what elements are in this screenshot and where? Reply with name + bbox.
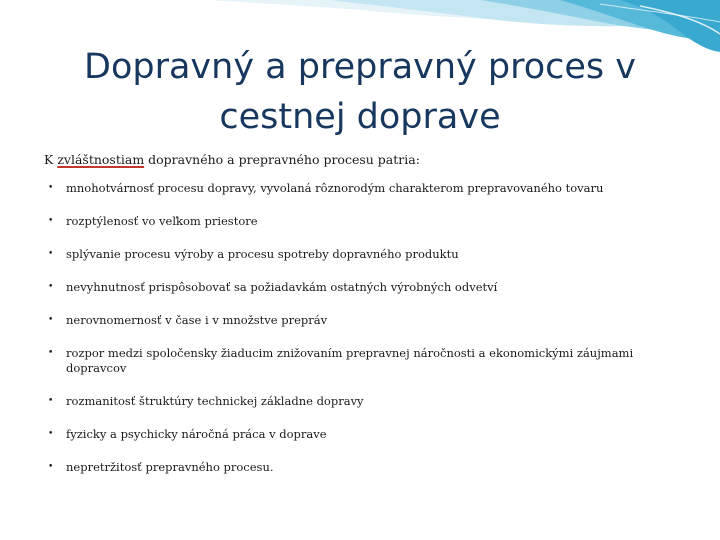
bullet-icon: • [48,396,54,406]
list-item [44,394,684,409]
slide-content [44,150,684,493]
slide-title [0,42,720,142]
list-item [44,181,684,196]
bullet-icon: • [48,183,54,193]
intro-suffix: dopravného a prepravného procesu patria: [144,152,420,167]
bullet-icon: • [48,462,54,472]
list-item-text: rozmanitosť štruktúry technickej základne dopravy [66,394,364,408]
slide-title-line-1: Dopravný a prepravný proces v [84,47,636,87]
list-item-text: rozptýlenosť vo veľkom priestore [66,214,258,228]
list-item [44,247,684,262]
intro-prefix: K [44,152,58,167]
list-item-text: mnohotvárnosť procesu dopravy, vyvolaná rôznorodým charakterom prepravovaného tovaru [66,181,604,195]
list-item [44,346,684,376]
bullet-icon: • [48,282,54,292]
bullet-icon: • [48,348,54,358]
slide-title-line-2: cestnej doprave [219,97,501,137]
intro-text [44,150,684,170]
bullet-list [44,181,684,475]
list-item [44,427,684,442]
bullet-icon: • [48,429,54,439]
list-item [44,460,684,475]
list-item [44,214,684,229]
list-item-text: rozpor medzi spoločensky žiaducim znižovaním prepravnej náročnosti a ekonomickými záujmami dopravcov [66,346,634,375]
intro-underlined-word: zvláštnostiam [57,152,145,167]
bullet-icon: • [48,249,54,259]
bullet-icon: • [48,315,54,325]
list-item-text: nepretržitosť prepravného procesu. [66,460,274,474]
list-item-text: splývanie procesu výroby a procesu spotreby dopravného produktu [66,247,459,261]
list-item [44,280,684,295]
bullet-icon: • [48,216,54,226]
list-item-text: fyzicky a psychicky náročná práca v doprave [66,427,327,441]
list-item [44,313,684,328]
list-item-text: nevyhnutnosť prispôsobovať sa požiadavkám ostatných výrobných odvetví [66,280,498,294]
list-item-text: nerovnomernosť v čase i v množstve prepráv [66,313,328,327]
